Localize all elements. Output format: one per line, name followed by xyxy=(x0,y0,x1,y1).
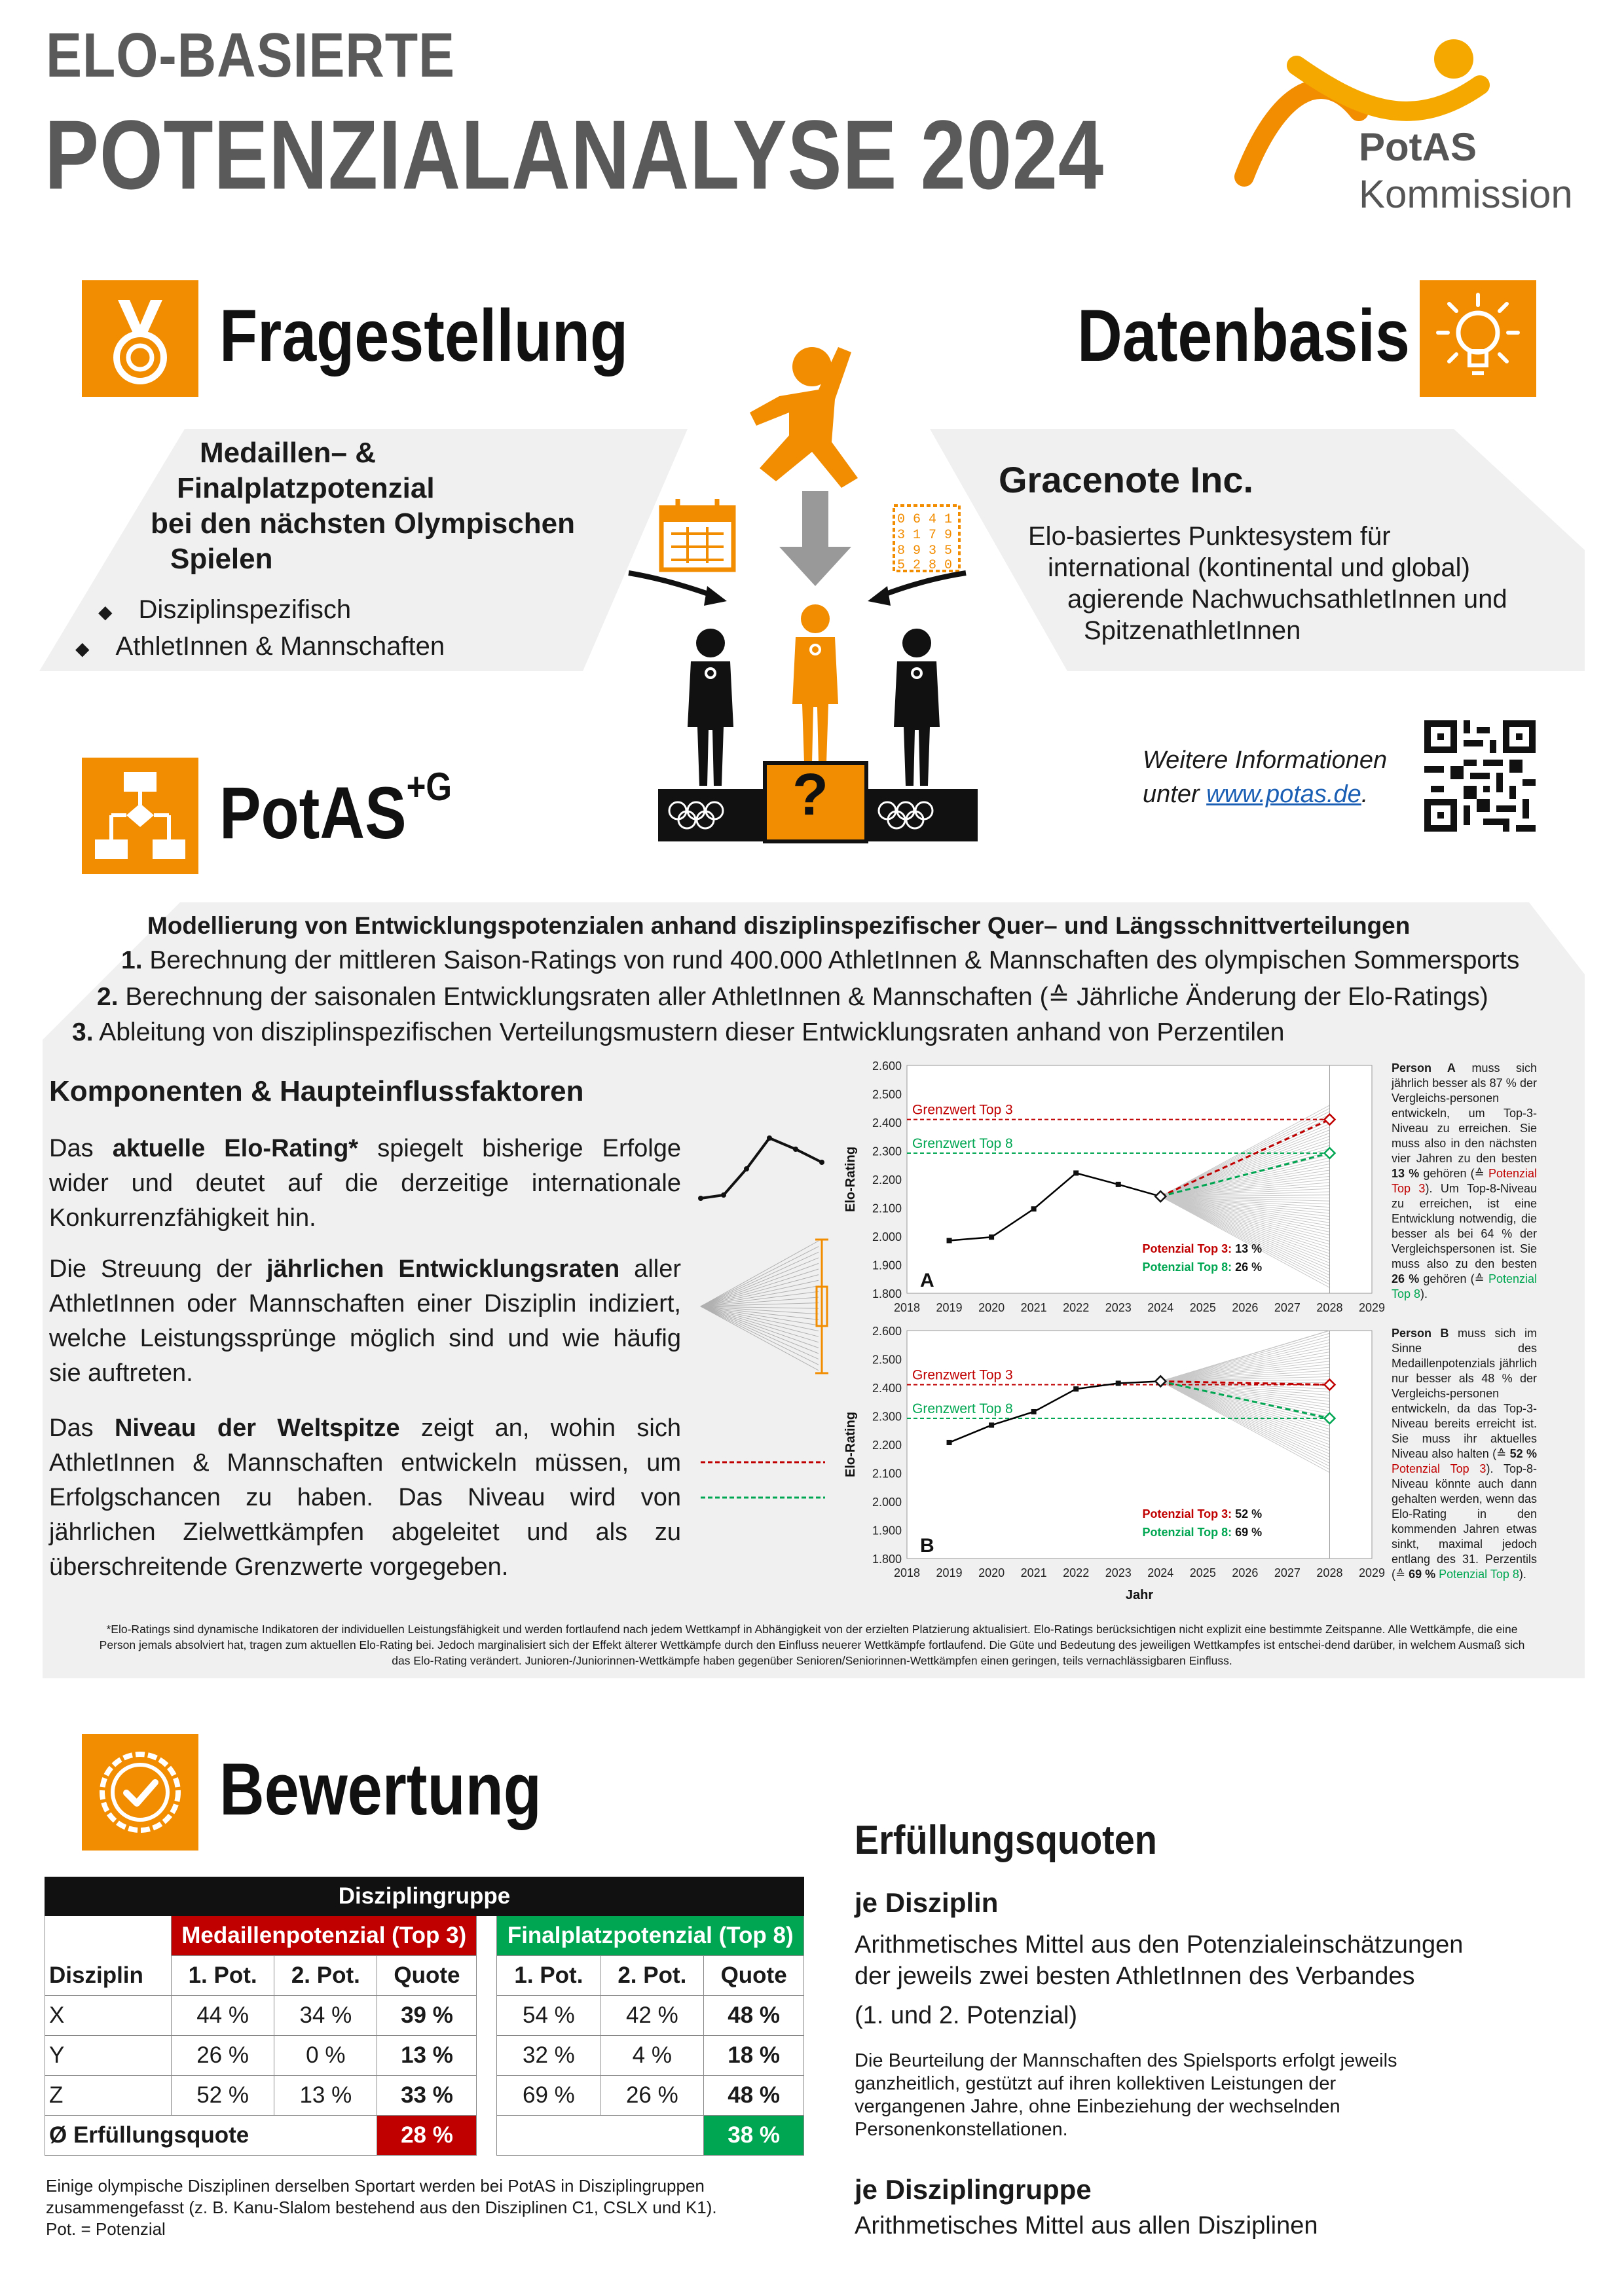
chart-panel-b xyxy=(835,1323,1385,1608)
datenbasis-desc-line: international (kontinental und global) xyxy=(1048,553,1470,582)
x-tick-label: 2019 xyxy=(936,1301,963,1314)
y-tick-label: 1.800 xyxy=(872,1287,902,1300)
lightbulb-icon xyxy=(1420,280,1536,397)
y-tick-label: 2.600 xyxy=(872,1325,902,1338)
total-final: 38 % xyxy=(704,2116,804,2156)
potas-logo xyxy=(1218,26,1585,223)
x-tick-label: 2028 xyxy=(1316,1301,1343,1314)
col-quote: Quote xyxy=(377,1956,477,1996)
info-line-1: Weitere Informationen xyxy=(1143,746,1388,774)
title-line-2: POTENZIALANALYSE 2024 xyxy=(45,100,1104,210)
panel-label: A xyxy=(920,1270,934,1291)
svg-text:5 2 8 0: 5 2 8 0 xyxy=(897,558,953,573)
company-name: Gracenote Inc. xyxy=(999,459,1254,500)
x-tick-label: 2028 xyxy=(1316,1566,1343,1579)
x-tick-label: 2025 xyxy=(1189,1301,1216,1314)
data-point xyxy=(947,1238,952,1243)
table-note-line: zusammengefasst (z. B. Kanu-Slalom bestehend aus den Disziplinen C1, CSLX und K1). xyxy=(46,2198,717,2217)
final-header: Finalplatzpotenzial (Top 8) xyxy=(497,1916,804,1956)
svg-text:0 6 4 1: 0 6 4 1 xyxy=(897,512,953,527)
potas-heading: PotAS$^{+G}$ xyxy=(219,765,452,854)
datenbasis-desc-line: SpitzenathletInnen xyxy=(1084,616,1301,645)
calendar-icon xyxy=(661,499,733,570)
logo-sub: Kommission xyxy=(1359,172,1573,216)
table-total-row xyxy=(45,2116,804,2156)
x-tick-label: 2026 xyxy=(1232,1301,1259,1314)
y-axis-label: Elo-Rating xyxy=(843,1147,858,1212)
person-icon xyxy=(894,629,940,786)
fragestellung-heading: Fragestellung xyxy=(219,295,629,377)
quoten-title: Erfüllungsquoten xyxy=(855,1818,1157,1863)
svg-text:3 1 7 9: 3 1 7 9 xyxy=(897,528,953,543)
potas-heading-sup: +G xyxy=(406,765,452,809)
x-tick-label: 2023 xyxy=(1105,1566,1132,1579)
threshold-label: Grenzwert Top 8 xyxy=(912,1135,1013,1151)
data-grid-icon xyxy=(894,506,959,573)
data-point xyxy=(947,1440,952,1445)
badge-check-icon xyxy=(82,1734,198,1851)
panel-label: B xyxy=(920,1535,934,1556)
y-tick-label: 2.300 xyxy=(872,1145,902,1158)
fan-line xyxy=(701,1306,819,1365)
col-disziplin: Disziplin xyxy=(45,1916,172,1996)
table-group-header: Disziplingruppe xyxy=(45,1877,804,1916)
fan-line xyxy=(701,1306,819,1354)
x-tick-label: 2024 xyxy=(1147,1566,1174,1579)
x-tick-label: 2021 xyxy=(1020,1566,1047,1579)
y-axis-label: Elo-Rating xyxy=(843,1412,858,1477)
total-medal: 28 % xyxy=(377,2116,477,2156)
je-disziplin-line: (1. und 2. Potenzial) xyxy=(855,2002,1078,2029)
chart-note-a: Person A muss sich jährlich besser als 87 % der Vergleichs-personen entwickeln, um Top-3-Niveau zu erreichen. Sie muss also in den nächsten vier Jahren zu den besten 13 % gehören (≙ Potenzial Top 3). Um Top-8-Niveau zu erreichen, ist eine Entwicklung notwendig, die besser als bei 64 % der Vergleichspersonen ist. Sie muss also zu den besten 26 % gehören (≙ Potenzial Top 8). xyxy=(1392,1061,1537,1300)
logo-name: PotAS xyxy=(1359,125,1477,169)
paragraph-elo: Das aktuelle Elo-Rating* spiegelt bisherige Erfolge wider und deutet auf die derzeitige internationale Konkurrenzfähigkeit hin. xyxy=(49,1135,682,1232)
bullet-text: AthletInnen & Mannschaften xyxy=(115,632,445,661)
potential-label: Potenzial Top 3: 52 % xyxy=(1142,1507,1263,1520)
x-tick-label: 2021 xyxy=(1020,1301,1047,1314)
y-tick-label: 2.100 xyxy=(872,1467,902,1481)
data-point xyxy=(1116,1182,1121,1187)
y-tick-label: 2.500 xyxy=(872,1088,902,1101)
potential-label: Potenzial Top 3: 13 % xyxy=(1142,1242,1263,1255)
fragestellung-line-1: Medaillen– & xyxy=(200,437,376,469)
model-step: 3. Ableitung von disziplinspezifischen Verteilungsmustern dieser Entwicklungsraten anhand von Perzentilen xyxy=(72,1018,1285,1046)
team-text-line: vergangenen Jahre, ohne Einbeziehung der wechselnden xyxy=(855,2096,1340,2117)
x-tick-label: 2029 xyxy=(1358,1301,1385,1314)
y-tick-label: 2.200 xyxy=(872,1439,902,1452)
je-disziplin-title: je Disziplin xyxy=(855,1887,999,1918)
col-pot1: 1. Pot. xyxy=(497,1956,600,1996)
threshold-label: Grenzwert Top 8 xyxy=(912,1401,1013,1416)
y-tick-label: 2.300 xyxy=(872,1410,902,1424)
data-point xyxy=(989,1234,994,1240)
y-tick-label: 2.600 xyxy=(872,1059,902,1073)
datenbasis-desc-line: agierende NachwuchsathletInnen und xyxy=(1067,585,1507,614)
person-icon xyxy=(792,604,838,763)
x-tick-label: 2018 xyxy=(893,1566,921,1579)
y-tick-label: 1.800 xyxy=(872,1553,902,1566)
team-text-line: ganzheitlich, gestützt auf ihren kollektiven Leistungen der xyxy=(855,2073,1337,2094)
x-tick-label: 2027 xyxy=(1274,1301,1301,1314)
title-line-1: ELO-BASIERTE xyxy=(46,20,455,90)
potential-label: Potenzial Top 8: 26 % xyxy=(1142,1261,1263,1274)
je-disziplin-line: Arithmetisches Mittel aus den Potenzialeinschätzungen xyxy=(855,1931,1464,1959)
col-pot2: 2. Pot. xyxy=(274,1956,377,1996)
x-tick-label: 2026 xyxy=(1232,1566,1259,1579)
qr-code-icon[interactable] xyxy=(1424,720,1536,832)
table-row: Z 52 % 13 % 33 % 69 % 26 % 48 % xyxy=(45,2076,804,2116)
col-pot2: 2. Pot. xyxy=(600,1956,704,1996)
fan-line xyxy=(701,1306,819,1359)
x-tick-label: 2022 xyxy=(1063,1566,1090,1579)
y-tick-label: 1.900 xyxy=(872,1259,902,1272)
x-tick-label: 2029 xyxy=(1358,1566,1385,1579)
threshold-label: Grenzwert Top 3 xyxy=(912,1367,1013,1383)
data-point xyxy=(1031,1206,1037,1211)
model-title: Modellierung von Entwicklungspotenzialen anhand disziplinspezifischer Quer– und Längsschnittverteilungen xyxy=(147,912,1411,939)
bullet-item: ◆ Disziplinspezifisch xyxy=(98,595,352,624)
fan-line xyxy=(701,1306,819,1336)
paragraph-rates: Die Streuung der jährlichen Entwicklungsraten aller AthletInnen oder Mannschaften einer Disziplin indiziert, welche Leistungssprünge möglich sind und wie häufig sie auftreten. xyxy=(49,1255,681,1387)
je-gruppe-text: Arithmetisches Mittel aus allen Disziplinen xyxy=(855,2212,1318,2239)
mini-distribution-icon xyxy=(697,1234,835,1378)
down-arrow-icon xyxy=(779,491,851,586)
table-row: Y 26 % 0 % 13 % 32 % 4 % 18 % xyxy=(45,2036,804,2076)
x-tick-label: 2020 xyxy=(978,1566,1005,1579)
datenbasis-heading: Datenbasis xyxy=(1077,295,1410,377)
y-tick-label: 2.100 xyxy=(872,1202,902,1215)
chart-note-b: Person B muss sich im Sinne des Medaillenpotenzials jährlich nur besser als 48 % der Vergleichs-personen entwickeln, da das Top-3-Niveau bereits erreicht ist. Sie muss ihr aktuelles Niveau also halten (≙ 52 % Potenzial Top 3). Top-8-Niveau könnte auch dann gehalten werden, wenn das Elo-Rating in den kommenden Jahren etwas sinkt, maximal jedoch entlang des 31. Perzentils (≙ 69 % Potenzial Top 8). xyxy=(1392,1327,1537,1581)
team-text-line: Die Beurteilung der Mannschaften des Spielsports erfolgt jeweils xyxy=(855,2050,1397,2071)
potas-link[interactable]: www.potas.de xyxy=(1206,781,1361,808)
components-title: Komponenten & Haupteinflussfaktoren xyxy=(49,1075,584,1107)
datenbasis-desc-line: Elo-basiertes Punktesystem für xyxy=(1028,522,1391,551)
fragestellung-line-2: Finalplatzpotenzial xyxy=(177,472,435,504)
y-tick-label: 2.000 xyxy=(872,1230,902,1243)
bullet-text: Disziplinspezifisch xyxy=(138,595,352,624)
data-point xyxy=(1073,1386,1079,1391)
medal-header: Medaillenpotenzial (Top 3) xyxy=(172,1916,477,1956)
fragestellung-line-3: bei den nächsten Olympischen xyxy=(151,507,575,540)
fragestellung-line-4: Spielen xyxy=(170,543,273,575)
data-point xyxy=(989,1422,994,1428)
col-quote: Quote xyxy=(704,1956,804,1996)
data-point xyxy=(1073,1170,1079,1175)
bullet-item: ◆ AthletInnen & Mannschaften xyxy=(75,632,445,661)
x-tick-label: 2025 xyxy=(1189,1566,1216,1579)
athlete-icon xyxy=(750,347,858,488)
team-text-line: Personenkonstellationen. xyxy=(855,2119,1068,2140)
mini-threshold-lines xyxy=(697,1457,828,1503)
info-line-2: unter www.potas.de. xyxy=(1143,781,1369,808)
chart-panel-a xyxy=(835,1058,1385,1323)
medal-icon xyxy=(82,280,198,397)
je-disziplin-line: der jeweils zwei besten AthletInnen des Verbandes xyxy=(855,1962,1415,1990)
data-point xyxy=(1031,1409,1037,1414)
mini-elo-line-icon xyxy=(697,1133,835,1205)
x-tick-label: 2020 xyxy=(978,1301,1005,1314)
x-tick-label: 2024 xyxy=(1147,1301,1174,1314)
y-tick-label: 2.500 xyxy=(872,1353,902,1367)
x-tick-label: 2019 xyxy=(936,1566,963,1579)
x-axis-label: Jahr xyxy=(1125,1588,1154,1602)
podium-question: ? xyxy=(792,762,828,828)
person-icon xyxy=(688,629,733,786)
footnote: *Elo-Ratings sind dynamische Indikatoren der individuellen Leistungsfähigkeit und werden fortlaufend nach jedem Wettkampf in Abhängigkeit von der erzielten Platzierung aktualisiert. Elo-Ratings berücksichtigen nicht explizit eine bestimmte Zeitspanne. Alle Wettkämpfe, die eine Person jemals absolviert hat, tragen zum aktuellen Elo-Rating bei. Jedoch marginalisiert sich der Effekt älterer Wettkämpfe durch den Einfluss neuerer Wettkämpfe fortlaufend. Die Güte und Bedeutung des jeweiligen Wettkampfes ist entschei-dend darüber, in welchem Ausmaß sich das Elo-Rating verändert. Junioren-/Juniorinnen-Wettkämpfe haben gegenüber Senioren/Seniorinnen-Wettkämpfen einen geringen, teils vernachlässigbaren Einfluss. xyxy=(99,1623,1525,1667)
table-row: X 44 % 34 % 39 % 54 % 42 % 48 % xyxy=(45,1996,804,2036)
y-tick-label: 2.200 xyxy=(872,1173,902,1187)
total-label: Ø Erfüllungsquote xyxy=(45,2116,377,2156)
model-step: 1. Berechnung der mittleren Saison-Ratings von rund 400.000 AthletInnen & Mannschaften des olympischen Sommersports xyxy=(121,946,1520,974)
fan-line xyxy=(701,1263,819,1306)
x-tick-label: 2027 xyxy=(1274,1566,1301,1579)
svg-text:8 9 3 5: 8 9 3 5 xyxy=(897,543,953,559)
table-note-line: Pot. = Potenzial xyxy=(46,2219,166,2239)
bewertung-heading: Bewertung xyxy=(219,1748,542,1830)
x-tick-label: 2018 xyxy=(893,1301,921,1314)
table-note-line: Einige olympische Disziplinen derselben Sportart werden bei PotAS in Disziplingruppen xyxy=(46,2176,705,2196)
je-gruppe-title: je Disziplingruppe xyxy=(855,2174,1092,2205)
y-tick-label: 2.400 xyxy=(872,1116,902,1130)
flowchart-icon xyxy=(82,758,198,874)
y-tick-label: 1.900 xyxy=(872,1524,902,1538)
fan-line xyxy=(701,1241,819,1306)
x-tick-label: 2023 xyxy=(1105,1301,1132,1314)
col-pot1: 1. Pot. xyxy=(172,1956,274,1996)
fan-line xyxy=(701,1280,819,1306)
model-step: 2. Berechnung der saisonalen Entwicklungsraten aller AthletInnen & Mannschaften (≙ Jährliche Änderung der Elo-Ratings) xyxy=(97,983,1488,1011)
potential-label: Potenzial Top 8: 69 % xyxy=(1142,1526,1263,1539)
paragraph-niveau: Das Niveau der Weltspitze zeigt an, wohin sich AthletInnen & Mannschaften entwickeln müssen, um Erfolgschancen zu haben. Das Niveau wird von jährlichen Zielwettkämpfen abgeleitet und als zu überschreitende Grenzwerte vorgegeben. xyxy=(49,1414,681,1581)
y-tick-label: 2.000 xyxy=(872,1496,902,1509)
fan-line xyxy=(701,1269,819,1306)
fan-line xyxy=(701,1306,819,1342)
x-tick-label: 2022 xyxy=(1063,1301,1090,1314)
y-tick-label: 2.400 xyxy=(872,1382,902,1395)
fan-line xyxy=(701,1247,819,1306)
data-point xyxy=(1116,1380,1121,1386)
bewertung-table xyxy=(45,1877,804,2156)
threshold-label: Grenzwert Top 3 xyxy=(912,1102,1013,1118)
